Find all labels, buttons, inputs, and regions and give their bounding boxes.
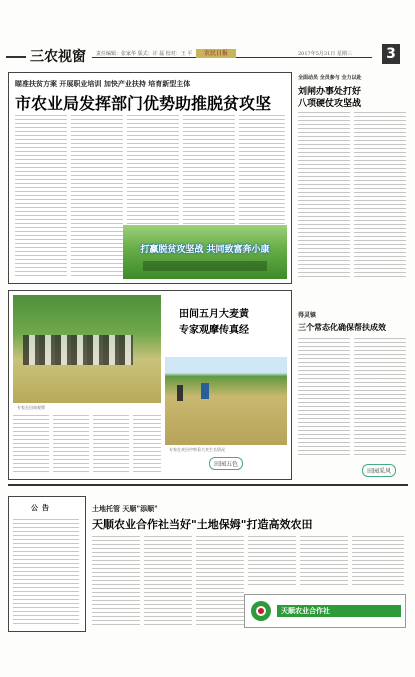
farmer-figure-1 (177, 385, 183, 401)
feature-photo-2 (165, 357, 287, 445)
header-rule-left (6, 56, 28, 58)
sidebar-headline-1: 刘闸办事处打好 (298, 87, 362, 97)
sidebar-story (296, 72, 408, 282)
feature-headline-2: 专家观摩传真经 (179, 325, 249, 336)
notice-title: 公告 (31, 503, 53, 512)
bottom-column-2 (144, 536, 192, 626)
side-story-headline: 三个常态化确保帮扶成效 (298, 322, 386, 332)
top-story-column-3 (127, 115, 179, 225)
feature-story (8, 290, 292, 480)
top-story-kicker: 瞄准扶贫方案 开展职业培训 加快产业扶持 培育新型主体 (15, 79, 191, 88)
side-story-2 (296, 290, 408, 478)
experts-group (23, 335, 133, 365)
bottom-column-4 (248, 536, 296, 586)
section-title: 三农视窗 (26, 46, 90, 66)
bottom-column-1 (92, 536, 140, 626)
section-divider (8, 484, 408, 486)
bottom-story (90, 496, 408, 636)
page-header (6, 44, 408, 66)
farmer-figure-2 (201, 383, 209, 399)
bottom-story-headline: 天顺农业合作社当好"土地保姆"打造高效农田 (92, 518, 313, 531)
top-story-banner-photo (123, 225, 287, 279)
bottom-column-6 (352, 536, 404, 586)
bottom-column-5 (300, 536, 348, 586)
feature-badge-left: 田园五色 (209, 457, 243, 470)
banner-people-row (143, 261, 267, 271)
top-story (8, 72, 292, 284)
bottom-column-3 (196, 536, 244, 626)
feature-column-1 (13, 415, 49, 475)
page-number: 3 (382, 44, 400, 64)
feature-caption-1: 专家在田间观摩 (17, 405, 45, 410)
bottom-story-kicker: 土地托管 天顺"添顺" (92, 504, 158, 513)
feature-column-3 (93, 415, 129, 475)
side-story-column-1 (298, 338, 350, 458)
sidebar-column-2 (354, 112, 406, 278)
side-story-badge: 田园采风 (362, 464, 396, 477)
feature-column-4 (133, 415, 161, 475)
feature-headline-1: 田间五月大麦黄 (179, 309, 249, 320)
side-story-column-2 (354, 338, 406, 458)
cooperative-logo-icon (249, 599, 273, 623)
masthead-logo: 农民日报 (196, 49, 236, 58)
top-story-column-2 (71, 115, 123, 279)
sidebar-column-1 (298, 112, 350, 278)
notice-text (13, 519, 79, 625)
top-story-column-1 (15, 115, 67, 279)
top-story-column-5 (239, 115, 285, 225)
top-story-headline: 市农业局发挥部门优势助推脱贫攻坚 (15, 94, 272, 113)
feature-column-2 (53, 415, 89, 475)
feature-photo-1 (13, 295, 161, 403)
top-story-column-4 (183, 115, 235, 225)
header-meta-right: 2017年5月31日 星期三 (298, 51, 352, 57)
feature-caption-2: 专家在麦田中察看大麦生长情况 (169, 447, 225, 452)
sidebar-kicker: 全面动员 全员参与 全力以赴 (298, 75, 362, 81)
side-story-kicker: 得灵镇 (298, 312, 317, 319)
sidebar-headline-2: 八项硬仗攻坚战 (298, 99, 362, 109)
poverty-banner: 打赢脱贫攻坚战 共同致富奔小康 (140, 245, 270, 255)
ad-text: 天顺农业合作社 (281, 606, 330, 615)
header-meta-left: 责任编辑：张家华 版式：许 磊 校对：王 平 (96, 51, 193, 57)
notice-box (8, 496, 86, 632)
cooperative-ad (244, 594, 406, 628)
